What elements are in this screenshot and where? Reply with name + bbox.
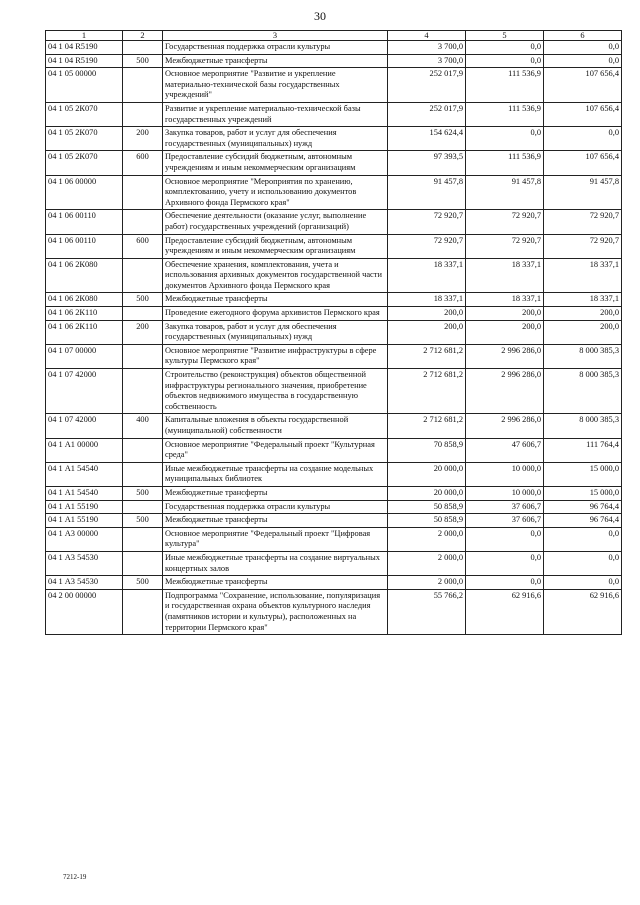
table-row: [46, 175, 622, 210]
table-row: [46, 344, 622, 368]
amount-col6: 0,0: [544, 54, 622, 68]
budget-code: 04 1 05 2К070: [46, 102, 123, 126]
amount-col6: 0,0: [544, 527, 622, 551]
expense-type: [123, 175, 163, 210]
amount-col5: 200,0: [466, 320, 544, 344]
budget-code: 04 1 07 42000: [46, 414, 123, 438]
page-number: 30: [314, 9, 326, 23]
amount-col6: 0,0: [544, 551, 622, 575]
amount-col6: 96 764,4: [544, 514, 622, 528]
budget-code: 04 1 05 00000: [46, 68, 123, 103]
item-name: Основное мероприятие "Федеральный проект "Цифровая культура": [163, 527, 388, 551]
col-header-5: 5: [466, 31, 544, 41]
amount-col6: 62 916,6: [544, 589, 622, 634]
amount-col5: 72 920,7: [466, 210, 544, 234]
amount-col6: 200,0: [544, 307, 622, 321]
amount-col4: 20 000,0: [388, 462, 466, 486]
expense-type: 500: [123, 293, 163, 307]
table-row: [46, 68, 622, 103]
table-row: [46, 307, 622, 321]
amount-col4: 50 858,9: [388, 500, 466, 514]
expense-type: [123, 68, 163, 103]
amount-col4: 18 337,1: [388, 258, 466, 293]
table-row: [46, 438, 622, 462]
amount-col5: 0,0: [466, 527, 544, 551]
budget-code: 04 2 00 00000: [46, 589, 123, 634]
table-row: [46, 462, 622, 486]
table-row: [46, 486, 622, 500]
amount-col5: 0,0: [466, 54, 544, 68]
budget-code: 04 1 06 00110: [46, 234, 123, 258]
table-row: [46, 576, 622, 590]
item-name: Подпрограмма "Сохранение, использование, популяризация и государственная охрана объектов культурного наследия (памятников истории и культуры), расположенных на территории Пермского края": [163, 589, 388, 634]
amount-col5: 2 996 286,0: [466, 414, 544, 438]
amount-col4: 252 017,9: [388, 68, 466, 103]
table-row: [46, 551, 622, 575]
amount-col5: 18 337,1: [466, 258, 544, 293]
budget-code: 04 1 06 2К110: [46, 320, 123, 344]
amount-col6: 107 656,4: [544, 68, 622, 103]
amount-col4: 70 858,9: [388, 438, 466, 462]
amount-col4: 154 624,4: [388, 127, 466, 151]
amount-col4: 200,0: [388, 307, 466, 321]
budget-code: 04 1 А1 54540: [46, 462, 123, 486]
item-name: Основное мероприятие "Мероприятия по хранению, комплектованию, учету и использованию документов Архивного фонда Пермского края": [163, 175, 388, 210]
item-name: Основное мероприятие "Развитие и укрепление материально-технической базы государственных учреждений": [163, 68, 388, 103]
amount-col4: 3 700,0: [388, 54, 466, 68]
amount-col5: 18 337,1: [466, 293, 544, 307]
amount-col4: 2 712 681,2: [388, 369, 466, 414]
col-header-6: 6: [544, 31, 622, 41]
amount-col4: 72 920,7: [388, 210, 466, 234]
table-row: [46, 589, 622, 634]
item-name: Иные межбюджетные трансферты на создание виртуальных концертных залов: [163, 551, 388, 575]
amount-col4: 3 700,0: [388, 41, 466, 55]
amount-col6: 18 337,1: [544, 258, 622, 293]
expense-type: [123, 438, 163, 462]
budget-code: 04 1 А3 54530: [46, 576, 123, 590]
expense-type: 600: [123, 151, 163, 175]
item-name: Обеспечение деятельности (оказание услуг, выполнение работ) государственных учреждений (организаций): [163, 210, 388, 234]
expense-type: 200: [123, 320, 163, 344]
expense-type: [123, 307, 163, 321]
expense-type: 500: [123, 54, 163, 68]
item-name: Проведение ежегодного форума архивистов Пермского края: [163, 307, 388, 321]
amount-col5: 10 000,0: [466, 486, 544, 500]
col-header-3: 3: [163, 31, 388, 41]
table-row: [46, 258, 622, 293]
budget-code: 04 1 06 2К110: [46, 307, 123, 321]
amount-col5: 0,0: [466, 127, 544, 151]
expense-type: [123, 344, 163, 368]
expense-type: 200: [123, 127, 163, 151]
table-row: [46, 527, 622, 551]
amount-col4: 18 337,1: [388, 293, 466, 307]
budget-code: 04 1 06 00110: [46, 210, 123, 234]
amount-col5: 0,0: [466, 41, 544, 55]
amount-col6: 96 764,4: [544, 500, 622, 514]
expense-type: 400: [123, 414, 163, 438]
budget-code: 04 1 А1 00000: [46, 438, 123, 462]
budget-table: [45, 30, 622, 635]
col-header-1: 1: [46, 31, 123, 41]
amount-col6: 72 920,7: [544, 210, 622, 234]
amount-col4: 252 017,9: [388, 102, 466, 126]
amount-col4: 2 000,0: [388, 576, 466, 590]
item-name: Государственная поддержка отрасли культуры: [163, 41, 388, 55]
amount-col6: 15 000,0: [544, 486, 622, 500]
amount-col6: 0,0: [544, 41, 622, 55]
table-row: [46, 320, 622, 344]
budget-code: 04 1 04 R5190: [46, 41, 123, 55]
item-name: Капитальные вложения в объекты государственной (муниципальной) собственности: [163, 414, 388, 438]
amount-col6: 8 000 385,3: [544, 344, 622, 368]
table-row: [46, 369, 622, 414]
amount-col5: 111 536,9: [466, 151, 544, 175]
expense-type: [123, 551, 163, 575]
item-name: Основное мероприятие "Развитие инфраструктуры в сфере культуры Пермского края": [163, 344, 388, 368]
amount-col6: 91 457,8: [544, 175, 622, 210]
budget-code: 04 1 06 2К080: [46, 258, 123, 293]
document-code: 7212-19: [63, 873, 87, 881]
amount-col4: 91 457,8: [388, 175, 466, 210]
table-row: [46, 414, 622, 438]
amount-col4: 72 920,7: [388, 234, 466, 258]
amount-col5: 37 606,7: [466, 500, 544, 514]
expense-type: [123, 210, 163, 234]
amount-col4: 2 000,0: [388, 551, 466, 575]
item-name: Межбюджетные трансферты: [163, 576, 388, 590]
budget-code: 04 1 А1 54540: [46, 486, 123, 500]
expense-type: [123, 102, 163, 126]
budget-code: 04 1 06 2К080: [46, 293, 123, 307]
budget-code: 04 1 07 00000: [46, 344, 123, 368]
amount-col6: 200,0: [544, 320, 622, 344]
header-row: [46, 31, 622, 41]
expense-type: 600: [123, 234, 163, 258]
amount-col4: 50 858,9: [388, 514, 466, 528]
expense-type: [123, 369, 163, 414]
amount-col5: 47 606,7: [466, 438, 544, 462]
amount-col6: 0,0: [544, 576, 622, 590]
table-row: [46, 234, 622, 258]
budget-code: 04 1 А3 00000: [46, 527, 123, 551]
expense-type: [123, 462, 163, 486]
item-name: Строительство (реконструкция) объектов общественной инфраструктуры регионального значения, приобретение объектов недвижимого имущества в государственную собственность: [163, 369, 388, 414]
item-name: Иные межбюджетные трансферты на создание модельных муниципальных библиотек: [163, 462, 388, 486]
item-name: Развитие и укрепление материально-технической базы государственных учреждений: [163, 102, 388, 126]
amount-col5: 2 996 286,0: [466, 344, 544, 368]
amount-col6: 18 337,1: [544, 293, 622, 307]
expense-type: [123, 527, 163, 551]
budget-code: 04 1 А3 54530: [46, 551, 123, 575]
amount-col4: 2 712 681,2: [388, 414, 466, 438]
budget-code: 04 1 А1 55190: [46, 514, 123, 528]
amount-col5: 91 457,8: [466, 175, 544, 210]
budget-code: 04 1 05 2К070: [46, 127, 123, 151]
amount-col6: 107 656,4: [544, 151, 622, 175]
amount-col5: 37 606,7: [466, 514, 544, 528]
budget-code: 04 1 06 00000: [46, 175, 123, 210]
amount-col4: 97 393,5: [388, 151, 466, 175]
table-row: [46, 102, 622, 126]
amount-col5: 2 996 286,0: [466, 369, 544, 414]
table-row: [46, 54, 622, 68]
item-name: Основное мероприятие "Федеральный проект "Культурная среда": [163, 438, 388, 462]
table-row: [46, 151, 622, 175]
table-row: [46, 127, 622, 151]
amount-col6: 15 000,0: [544, 462, 622, 486]
col-header-2: 2: [123, 31, 163, 41]
table-row: [46, 293, 622, 307]
budget-code: 04 1 04 R5190: [46, 54, 123, 68]
amount-col6: 111 764,4: [544, 438, 622, 462]
table-row: [46, 41, 622, 55]
amount-col6: 0,0: [544, 127, 622, 151]
amount-col5: 72 920,7: [466, 234, 544, 258]
amount-col5: 62 916,6: [466, 589, 544, 634]
item-name: Обеспечение хранения, комплектования, учета и использования архивных документов государственной части документов Архивного фонда Пермского края: [163, 258, 388, 293]
amount-col4: 2 712 681,2: [388, 344, 466, 368]
amount-col6: 8 000 385,3: [544, 414, 622, 438]
table-row: [46, 210, 622, 234]
budget-code: 04 1 05 2К070: [46, 151, 123, 175]
expense-type: 500: [123, 576, 163, 590]
expense-type: [123, 258, 163, 293]
expense-type: 500: [123, 486, 163, 500]
amount-col6: 72 920,7: [544, 234, 622, 258]
item-name: Закупка товаров, работ и услуг для обеспечения государственных (муниципальных) нужд: [163, 127, 388, 151]
amount-col4: 200,0: [388, 320, 466, 344]
expense-type: [123, 589, 163, 634]
amount-col5: 10 000,0: [466, 462, 544, 486]
amount-col5: 0,0: [466, 576, 544, 590]
amount-col5: 200,0: [466, 307, 544, 321]
amount-col6: 107 656,4: [544, 102, 622, 126]
item-name: Межбюджетные трансферты: [163, 486, 388, 500]
amount-col4: 2 000,0: [388, 527, 466, 551]
amount-col4: 20 000,0: [388, 486, 466, 500]
amount-col6: 8 000 385,3: [544, 369, 622, 414]
budget-code: 04 1 07 42000: [46, 369, 123, 414]
table-row: [46, 514, 622, 528]
expense-type: [123, 500, 163, 514]
table-row: [46, 500, 622, 514]
expense-type: [123, 41, 163, 55]
amount-col5: 111 536,9: [466, 102, 544, 126]
expense-type: 500: [123, 514, 163, 528]
amount-col5: 0,0: [466, 551, 544, 575]
item-name: Межбюджетные трансферты: [163, 293, 388, 307]
item-name: Межбюджетные трансферты: [163, 514, 388, 528]
item-name: Государственная поддержка отрасли культуры: [163, 500, 388, 514]
amount-col4: 55 766,2: [388, 589, 466, 634]
amount-col5: 111 536,9: [466, 68, 544, 103]
item-name: Закупка товаров, работ и услуг для обеспечения государственных (муниципальных) нужд: [163, 320, 388, 344]
item-name: Межбюджетные трансферты: [163, 54, 388, 68]
item-name: Предоставление субсидий бюджетным, автономным учреждениям и иным некоммерческим организациям: [163, 234, 388, 258]
col-header-4: 4: [388, 31, 466, 41]
budget-code: 04 1 А1 55190: [46, 500, 123, 514]
item-name: Предоставление субсидий бюджетным, автономным учреждениям и иным некоммерческим организациям: [163, 151, 388, 175]
